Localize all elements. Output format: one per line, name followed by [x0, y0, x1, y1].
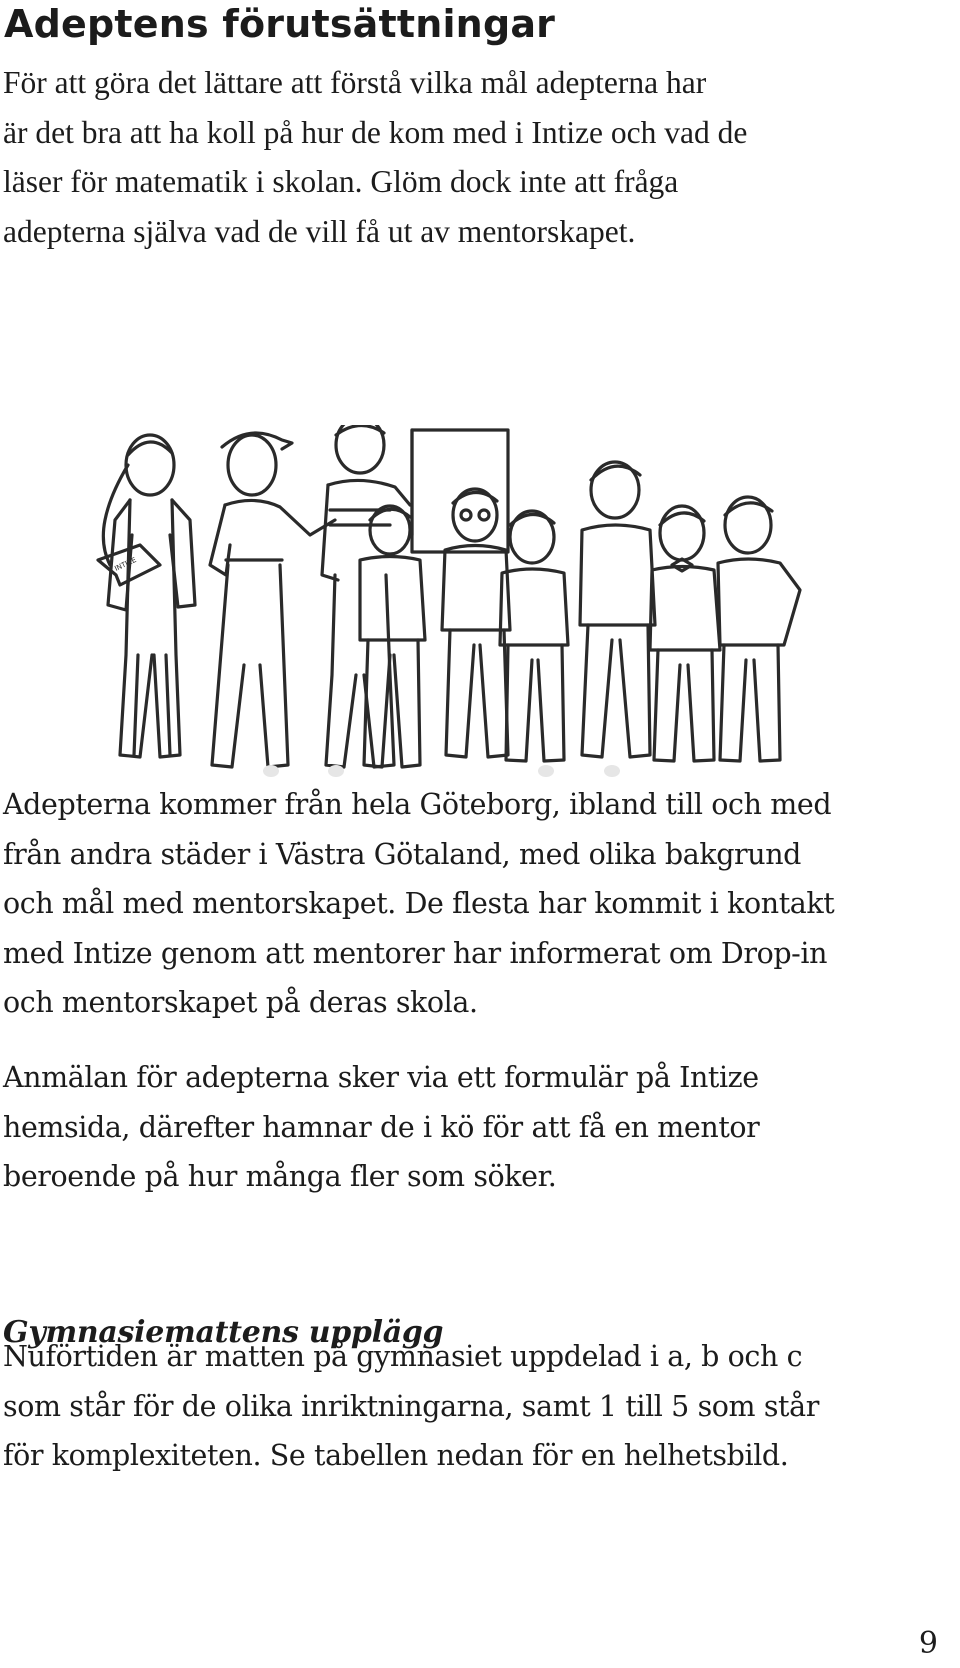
person-boy-far-right: [718, 497, 800, 761]
paragraph-line: med Intize genom att mentorer har informerat om Drop-in: [3, 936, 828, 970]
decorative-dot: [538, 765, 554, 777]
decorative-dot: [328, 765, 344, 777]
intro-line: är det bra att ha koll på hur de kom med i Intize och vad de: [3, 114, 748, 150]
decorative-dot: [604, 765, 620, 777]
decorative-dot: [263, 765, 279, 777]
paragraph-line: och mål med mentorskapet. De flesta har kommit i kontakt: [3, 887, 835, 920]
person-boy-2: [500, 511, 568, 761]
person-tall-boy-right: [580, 462, 655, 757]
paragraph-line: Adepterna kommer från hela Göteborg, ibland till och med: [3, 788, 832, 821]
intro-line: läser för matematik i skolan. Glöm dock inte att fråga: [3, 164, 679, 199]
person-with-cap: [210, 433, 335, 767]
paragraph-line: beroende på hur många fler som söker.: [3, 1160, 557, 1193]
intro-paragraph: [3, 58, 933, 256]
paragraph-line: Nuförtiden är matten på gymnasiet uppdelad i a, b och c: [3, 1340, 803, 1373]
paragraph-line: som står för de olika inriktningarna, samt 1 till 5 som står: [3, 1389, 819, 1423]
paragraph-line: för komplexiteten. Se tabellen nedan för en helhetsbild.: [3, 1439, 789, 1472]
group-of-students-illustration: [60, 425, 860, 825]
paragraph-registration: [3, 1053, 953, 1202]
paragraph-line: Anmälan för adepterna sker via ett formulär på Intize: [3, 1061, 759, 1094]
paragraph-line: hemsida, därefter hamnar de i kö för att få en mentor: [3, 1110, 760, 1144]
page-number: 9: [918, 1626, 938, 1661]
subheading: Gymnasiemattens upplägg: [3, 1315, 444, 1350]
paragraph-background: [3, 780, 953, 1028]
intro-line: adepterna själva vad de vill få ut av mentorskapet.: [3, 213, 636, 249]
book-label: INTIZE: [113, 555, 138, 573]
intro-line: För att göra det lättare att förstå vilka mål adepterna har: [3, 65, 707, 100]
paragraph-line: från andra städer i Västra Götaland, med olika bakgrund: [3, 837, 802, 871]
paragraph-line: och mentorskapet på deras skola.: [3, 986, 478, 1019]
person-girl-with-book: [98, 435, 195, 757]
person-girl-with-bow: [650, 506, 720, 761]
paragraph-structure: [3, 1282, 953, 1481]
page-heading: Adeptens förutsättningar: [4, 2, 556, 46]
